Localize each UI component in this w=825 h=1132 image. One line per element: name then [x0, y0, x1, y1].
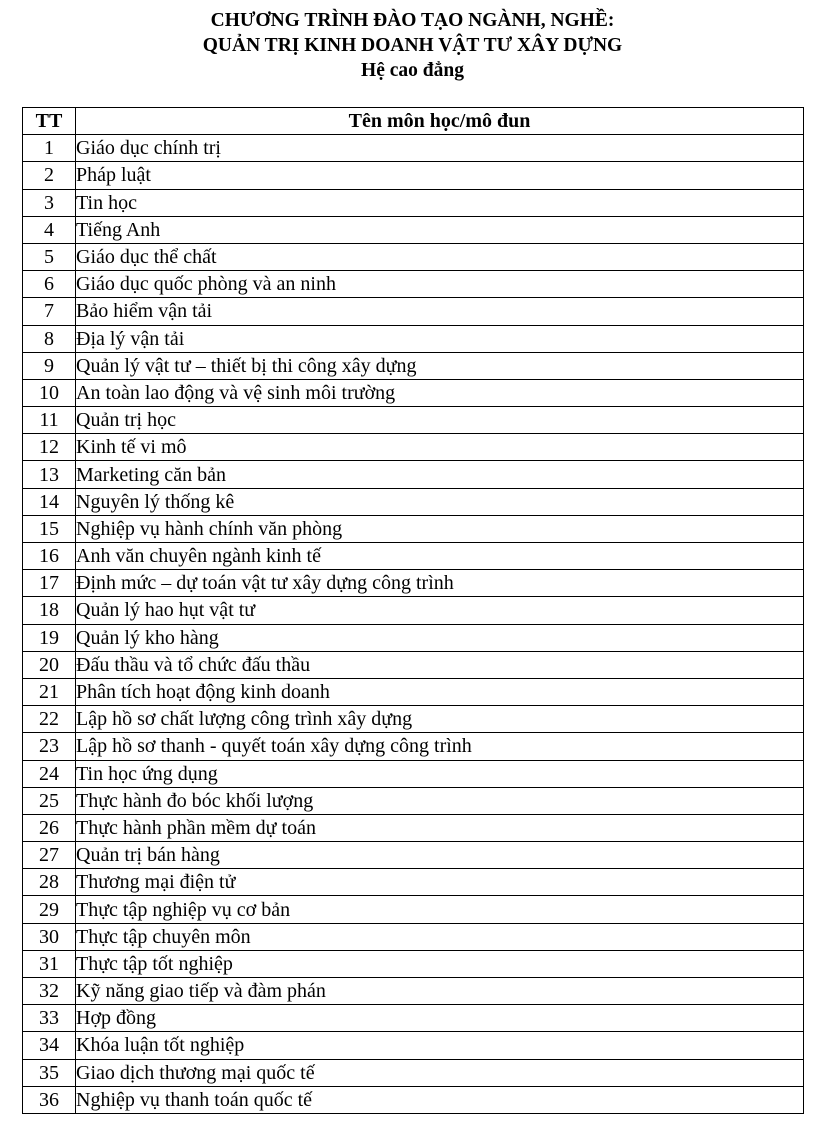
subject-name: Phân tích hoạt động kinh doanh — [76, 678, 804, 705]
row-number: 26 — [23, 814, 76, 841]
table-row — [23, 814, 804, 841]
table-row — [23, 1086, 804, 1113]
subject-name: Giáo dục quốc phòng và an ninh — [76, 271, 804, 298]
table-row — [23, 760, 804, 787]
table-row — [23, 216, 804, 243]
row-number: 15 — [23, 515, 76, 542]
subjects-table — [22, 107, 804, 1114]
subject-name: Tin học — [76, 189, 804, 216]
row-number: 27 — [23, 842, 76, 869]
row-number: 31 — [23, 950, 76, 977]
row-number: 12 — [23, 434, 76, 461]
row-number: 30 — [23, 923, 76, 950]
table-row — [23, 1005, 804, 1032]
education-level: Hệ cao đẳng — [361, 60, 464, 81]
subject-name: Khóa luận tốt nghiệp — [76, 1032, 804, 1059]
table-row — [23, 978, 804, 1005]
row-number: 28 — [23, 869, 76, 896]
row-number: 33 — [23, 1005, 76, 1032]
table-row — [23, 434, 804, 461]
row-number: 4 — [23, 216, 76, 243]
document-header — [0, 8, 825, 83]
subject-name: Nghiệp vụ hành chính văn phòng — [76, 515, 804, 542]
subject-name: Lập hồ sơ thanh - quyết toán xây dựng công trình — [76, 733, 804, 760]
subject-name: Thực hành đo bóc khối lượng — [76, 787, 804, 814]
row-number: 2 — [23, 162, 76, 189]
subject-name: Đấu thầu và tổ chức đấu thầu — [76, 651, 804, 678]
column-header-tt: TT — [23, 108, 76, 135]
row-number: 21 — [23, 678, 76, 705]
subject-name: Anh văn chuyên ngành kinh tế — [76, 543, 804, 570]
table-row — [23, 488, 804, 515]
row-number: 13 — [23, 461, 76, 488]
row-number: 17 — [23, 570, 76, 597]
row-number: 7 — [23, 298, 76, 325]
table-row — [23, 298, 804, 325]
row-number: 25 — [23, 787, 76, 814]
subject-name: Thực tập tốt nghiệp — [76, 950, 804, 977]
subject-name: Thực hành phần mềm dự toán — [76, 814, 804, 841]
row-number: 18 — [23, 597, 76, 624]
row-number: 19 — [23, 624, 76, 651]
row-number: 35 — [23, 1059, 76, 1086]
subject-name: Quản trị học — [76, 407, 804, 434]
table-row — [23, 407, 804, 434]
subject-name: Giáo dục chính trị — [76, 135, 804, 162]
subject-name: Nghiệp vụ thanh toán quốc tế — [76, 1086, 804, 1113]
row-number: 22 — [23, 706, 76, 733]
table-row — [23, 271, 804, 298]
table-row — [23, 515, 804, 542]
table-row — [23, 923, 804, 950]
subject-name: Quản trị bán hàng — [76, 842, 804, 869]
table-row — [23, 135, 804, 162]
table-row — [23, 842, 804, 869]
subject-name: Quản lý hao hụt vật tư — [76, 597, 804, 624]
row-number: 24 — [23, 760, 76, 787]
row-number: 32 — [23, 978, 76, 1005]
table-row — [23, 651, 804, 678]
subject-name: An toàn lao động và vệ sinh môi trường — [76, 379, 804, 406]
subject-name: Pháp luật — [76, 162, 804, 189]
table-row — [23, 950, 804, 977]
table-row — [23, 869, 804, 896]
table-row — [23, 352, 804, 379]
subject-name: Thương mại điện tử — [76, 869, 804, 896]
subject-name: Tiếng Anh — [76, 216, 804, 243]
table-row — [23, 461, 804, 488]
table-row — [23, 189, 804, 216]
subject-name: Kinh tế vi mô — [76, 434, 804, 461]
table-row — [23, 379, 804, 406]
table-row — [23, 597, 804, 624]
row-number: 16 — [23, 543, 76, 570]
subject-name: Tin học ứng dụng — [76, 760, 804, 787]
row-number: 9 — [23, 352, 76, 379]
table-header-row — [23, 108, 804, 135]
subjects-table-body — [23, 135, 804, 1114]
subject-name: Định mức – dự toán vật tư xây dựng công trình — [76, 570, 804, 597]
subject-name: Kỹ năng giao tiếp và đàm phán — [76, 978, 804, 1005]
subject-name: Giáo dục thể chất — [76, 243, 804, 270]
row-number: 20 — [23, 651, 76, 678]
subject-name: Bảo hiểm vận tải — [76, 298, 804, 325]
subject-name: Quản lý kho hàng — [76, 624, 804, 651]
subject-name: Nguyên lý thống kê — [76, 488, 804, 515]
row-number: 6 — [23, 271, 76, 298]
row-number: 11 — [23, 407, 76, 434]
major-title: QUẢN TRỊ KINH DOANH VẬT TƯ XÂY DỰNG — [202, 35, 623, 56]
subject-name: Thực tập chuyên môn — [76, 923, 804, 950]
row-number: 3 — [23, 189, 76, 216]
row-number: 29 — [23, 896, 76, 923]
table-row — [23, 706, 804, 733]
subject-name: Hợp đồng — [76, 1005, 804, 1032]
row-number: 1 — [23, 135, 76, 162]
row-number: 8 — [23, 325, 76, 352]
subject-name: Địa lý vận tải — [76, 325, 804, 352]
row-number: 10 — [23, 379, 76, 406]
table-row — [23, 543, 804, 570]
table-row — [23, 1032, 804, 1059]
table-row — [23, 162, 804, 189]
column-header-subject-name: Tên môn học/mô đun — [76, 108, 804, 135]
table-row — [23, 570, 804, 597]
table-row — [23, 624, 804, 651]
table-row — [23, 678, 804, 705]
table-row — [23, 1059, 804, 1086]
row-number: 34 — [23, 1032, 76, 1059]
table-row — [23, 896, 804, 923]
table-row — [23, 733, 804, 760]
subject-name: Giao dịch thương mại quốc tế — [76, 1059, 804, 1086]
subject-name: Quản lý vật tư – thiết bị thi công xây dựng — [76, 352, 804, 379]
row-number: 23 — [23, 733, 76, 760]
row-number: 36 — [23, 1086, 76, 1113]
table-row — [23, 787, 804, 814]
table-row — [23, 243, 804, 270]
row-number: 5 — [23, 243, 76, 270]
row-number: 14 — [23, 488, 76, 515]
table-row — [23, 325, 804, 352]
program-title: CHƯƠNG TRÌNH ĐÀO TẠO NGÀNH, NGHỀ: — [210, 10, 615, 31]
subject-name: Marketing căn bản — [76, 461, 804, 488]
subject-name: Lập hồ sơ chất lượng công trình xây dựng — [76, 706, 804, 733]
subject-name: Thực tập nghiệp vụ cơ bản — [76, 896, 804, 923]
